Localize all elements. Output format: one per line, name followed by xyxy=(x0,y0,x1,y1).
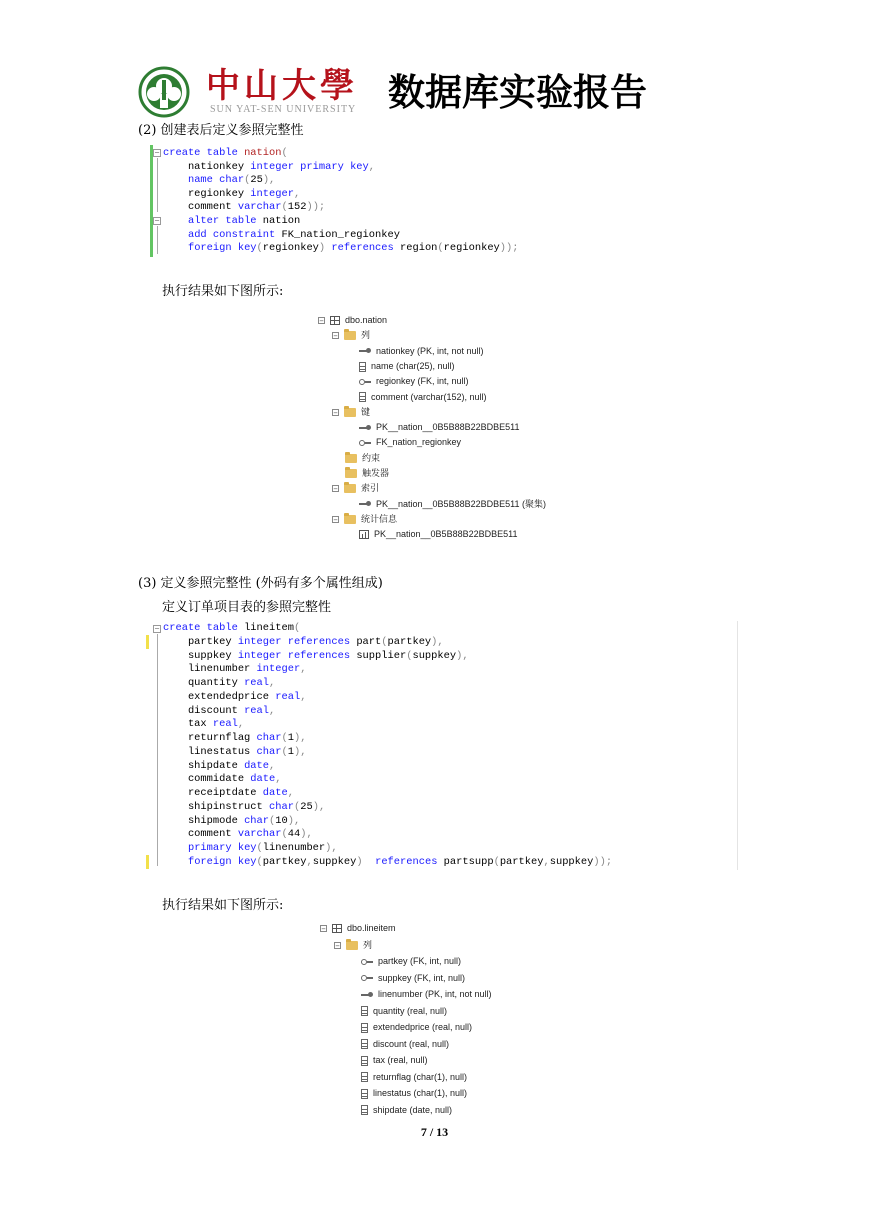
code-token: 44 xyxy=(287,828,301,841)
tree-node-label: dbo.lineitem xyxy=(347,923,396,933)
code-token: ), xyxy=(293,732,307,744)
code-token: ), xyxy=(262,174,276,187)
collapse-toggle[interactable]: − xyxy=(154,216,160,225)
page-number: 7 / 13 xyxy=(420,1125,449,1139)
code-token: )); xyxy=(593,855,613,868)
tree-node[interactable] xyxy=(361,971,465,985)
tree-node-label: comment (varchar(152), null) xyxy=(371,391,487,402)
section-subheading-3: 定义订单项目表的参照完整性 xyxy=(162,600,332,615)
tree-node[interactable] xyxy=(332,512,397,526)
code-token: nation xyxy=(244,147,282,159)
code-token: linenumber xyxy=(262,842,326,854)
code-token xyxy=(163,215,188,227)
code-token: ( xyxy=(281,201,288,214)
code-token: integer xyxy=(256,663,301,676)
foreign-key-icon xyxy=(361,958,373,966)
code-token: date xyxy=(262,787,288,799)
column-icon xyxy=(361,1056,368,1066)
tree-node-label: 索引 xyxy=(361,483,380,494)
tree-node[interactable] xyxy=(318,313,387,327)
code-token: ( xyxy=(269,814,276,827)
tree-node[interactable] xyxy=(345,466,389,480)
code-token: 1 xyxy=(287,745,294,758)
code-token: char xyxy=(244,814,270,827)
code-token: )); xyxy=(499,242,519,255)
code-token: discount xyxy=(163,704,245,717)
code-token: 25 xyxy=(250,174,263,187)
tree-node-label: shipdate (date, null) xyxy=(373,1104,453,1115)
result-caption-3: 执行结果如下图所示: xyxy=(162,898,284,913)
tree-node[interactable] xyxy=(359,527,517,541)
code-line xyxy=(163,229,400,243)
object-explorer-tree-lineitem xyxy=(320,921,620,1121)
code-token: ( xyxy=(293,622,301,634)
primary-key-icon xyxy=(359,424,371,432)
code-token: integer xyxy=(250,187,294,200)
university-name-cn: 中山大學 xyxy=(206,66,358,106)
code-line xyxy=(163,718,244,732)
code-token: ), xyxy=(293,745,307,758)
foreign-key-icon xyxy=(359,439,371,447)
code-token: integer references xyxy=(237,649,357,662)
tree-node[interactable] xyxy=(361,1103,452,1117)
tree-node-label: 键 xyxy=(361,406,371,417)
code-token: receiptdate xyxy=(163,787,263,799)
code-token: partkey xyxy=(499,855,544,868)
code-token: date xyxy=(244,759,270,772)
code-token: integer primary key xyxy=(250,160,369,173)
tree-node[interactable] xyxy=(359,497,546,511)
code-token: regionkey xyxy=(443,242,500,255)
code-token xyxy=(163,242,188,254)
folder-icon xyxy=(344,515,356,524)
tree-node-label: PK__nation__0B5B88B22BDBE511 xyxy=(374,529,518,540)
code-token: )); xyxy=(306,201,326,214)
code-line xyxy=(163,828,313,842)
code-token: suppkey xyxy=(312,855,357,868)
code-line xyxy=(163,147,288,161)
column-icon xyxy=(361,1105,368,1115)
code-token: , xyxy=(269,704,276,717)
column-icon xyxy=(361,1039,368,1049)
tree-node-label: returnflag (char(1), null) xyxy=(373,1071,468,1082)
code-token: primary key xyxy=(187,842,257,854)
code-token: add constraint xyxy=(187,228,276,241)
tree-node-label: suppkey (FK, int, null) xyxy=(378,972,466,983)
code-token: ( xyxy=(256,242,263,255)
report-title: 数据库实验报告 xyxy=(388,71,647,114)
primary-key-icon xyxy=(359,500,371,508)
code-token: date xyxy=(250,773,276,786)
folder-icon xyxy=(344,408,356,417)
tree-node[interactable] xyxy=(361,1020,472,1034)
tree-node[interactable] xyxy=(361,1053,428,1067)
code-token: integer references xyxy=(237,635,357,648)
folder-icon xyxy=(345,454,357,463)
code-token: partkey xyxy=(387,635,432,648)
code-line xyxy=(163,622,300,636)
code-token: , xyxy=(543,855,550,868)
statistics-icon xyxy=(359,530,369,539)
code-token: shipmode xyxy=(163,814,245,827)
code-line xyxy=(163,773,282,787)
code-line xyxy=(163,242,519,256)
section-heading-2: (2) 创建表后定义参照完整性 xyxy=(138,123,304,138)
code-token xyxy=(163,842,188,854)
code-line xyxy=(163,801,325,815)
tree-node[interactable] xyxy=(332,328,370,342)
code-token: shipdate xyxy=(163,759,245,772)
university-emblem-icon xyxy=(138,66,190,118)
tree-node-label: 列 xyxy=(363,939,373,950)
code-line xyxy=(163,746,306,760)
code-token: char xyxy=(256,745,282,758)
code-line xyxy=(163,732,306,746)
code-token: , xyxy=(300,690,307,703)
code-block-nation xyxy=(132,145,632,257)
code-token: ( xyxy=(406,649,413,662)
collapse-icon[interactable]: − xyxy=(321,925,326,934)
tree-node[interactable] xyxy=(320,921,396,935)
code-token: 152 xyxy=(287,201,307,214)
code-token: linenumber xyxy=(163,663,257,676)
code-token: ( xyxy=(281,147,288,159)
code-token: comment xyxy=(163,828,238,841)
code-token: returnflag xyxy=(163,732,257,744)
code-token: quantity xyxy=(163,677,245,689)
code-token: ), xyxy=(287,814,301,827)
code-token: ), xyxy=(431,635,444,648)
code-token: ), xyxy=(312,800,326,813)
code-token: foreign key xyxy=(187,242,257,255)
tree-node[interactable] xyxy=(361,1037,449,1051)
object-explorer-tree-nation xyxy=(318,313,618,545)
code-token: ( xyxy=(256,855,263,868)
code-token: alter table xyxy=(187,215,257,227)
code-token: real xyxy=(275,690,301,703)
tree-node-label: regionkey (FK, int, null) xyxy=(376,376,469,387)
code-token: extendedprice xyxy=(163,690,276,703)
collapse-icon[interactable]: − xyxy=(319,317,324,326)
code-token: , xyxy=(306,855,313,868)
tree-node-label: name (char(25), null) xyxy=(371,360,455,371)
tree-node[interactable] xyxy=(359,420,519,434)
code-token: ( xyxy=(244,174,251,187)
code-token: partkey xyxy=(262,855,307,868)
code-token: nationkey xyxy=(163,160,251,173)
tree-node-label: tax (real, null) xyxy=(373,1055,428,1065)
code-token: references xyxy=(375,855,438,868)
code-token: ( xyxy=(256,842,263,854)
tree-node[interactable] xyxy=(359,435,461,449)
folder-icon xyxy=(344,484,356,493)
code-gutter xyxy=(132,145,162,257)
tree-node-label: 列 xyxy=(361,330,371,341)
code-token: char xyxy=(256,732,282,744)
code-token: , xyxy=(287,787,294,799)
code-token: nation xyxy=(256,215,301,227)
code-token: linestatus xyxy=(163,745,257,758)
code-line xyxy=(163,161,375,175)
collapse-icon[interactable]: − xyxy=(333,485,338,494)
collapse-toggle[interactable]: − xyxy=(154,148,160,157)
tree-node-label: 约束 xyxy=(362,452,381,463)
code-token: regionkey xyxy=(262,242,319,255)
code-token: 10 xyxy=(275,814,288,827)
folder-icon xyxy=(344,331,356,340)
column-icon xyxy=(361,1023,368,1033)
tree-node-label: 触发器 xyxy=(362,468,390,478)
code-token: references xyxy=(331,242,394,255)
code-token: part xyxy=(356,635,382,648)
code-token: real xyxy=(244,704,270,717)
code-token: , xyxy=(237,718,245,731)
code-token: , xyxy=(269,759,276,772)
tree-node-label: dbo.nation xyxy=(345,315,388,325)
code-token: char xyxy=(269,800,294,813)
column-icon xyxy=(359,362,366,372)
code-token: ( xyxy=(437,242,444,255)
collapse-icon[interactable]: − xyxy=(333,516,338,525)
code-line xyxy=(163,215,300,229)
code-token: ( xyxy=(281,828,288,841)
tree-node[interactable] xyxy=(359,344,484,358)
collapse-toggle[interactable]: − xyxy=(154,624,160,633)
code-token: ) xyxy=(356,855,376,868)
code-token: varchar xyxy=(237,828,282,841)
code-token: ), xyxy=(325,842,338,854)
code-token: partsupp xyxy=(437,855,494,868)
column-icon xyxy=(361,1072,368,1082)
tree-node[interactable] xyxy=(359,359,455,373)
code-line xyxy=(163,760,275,774)
code-token: , xyxy=(269,677,276,689)
folder-icon xyxy=(346,941,358,950)
tree-node[interactable] xyxy=(359,390,487,404)
code-line xyxy=(163,663,306,677)
code-token: ), xyxy=(456,649,469,662)
collapse-icon[interactable]: − xyxy=(335,941,340,950)
code-line xyxy=(163,636,444,650)
code-token: , xyxy=(368,160,376,173)
code-line xyxy=(163,691,306,705)
code-token: ( xyxy=(281,732,288,744)
code-line xyxy=(163,705,275,719)
table-icon xyxy=(332,924,342,933)
code-token: ( xyxy=(493,855,500,868)
code-token: varchar xyxy=(237,201,282,214)
code-token: foreign key xyxy=(187,855,257,868)
tree-node[interactable] xyxy=(361,1070,467,1084)
code-token: , xyxy=(293,187,301,200)
tree-node[interactable] xyxy=(334,938,372,952)
tree-node-label: discount (real, null) xyxy=(373,1038,450,1049)
primary-key-icon xyxy=(361,991,373,999)
foreign-key-icon xyxy=(359,378,371,386)
primary-key-icon xyxy=(359,347,371,355)
code-token: comment xyxy=(163,201,238,214)
tree-node[interactable] xyxy=(332,405,370,419)
tree-node-label: linestatus (char(1), null) xyxy=(373,1088,468,1098)
tree-node-label: PK__nation__0B5B88B22BDBE511 xyxy=(376,422,520,433)
code-line xyxy=(163,650,469,664)
column-icon xyxy=(361,1006,368,1016)
code-token: suppkey xyxy=(163,649,238,662)
code-line xyxy=(163,174,275,188)
result-caption-2: 执行结果如下图所示: xyxy=(162,284,284,299)
section-heading-3: (3) 定义参照完整性 (外码有多个属性组成) xyxy=(138,576,383,591)
code-token: real xyxy=(212,718,238,731)
tree-node[interactable] xyxy=(361,1004,447,1018)
code-token: supplier xyxy=(356,649,407,662)
code-token: suppkey xyxy=(412,649,457,662)
code-line xyxy=(163,188,300,202)
code-token: shipinstruct xyxy=(163,800,270,813)
code-token: 1 xyxy=(287,732,294,744)
tree-node[interactable] xyxy=(345,451,380,465)
code-token: commidate xyxy=(163,773,251,786)
code-token: , xyxy=(275,773,282,786)
tree-node-label: linenumber (PK, int, not null) xyxy=(378,989,492,999)
tree-node-label: quantity (real, null) xyxy=(373,1005,448,1016)
code-line xyxy=(163,787,294,801)
code-token: regionkey xyxy=(163,187,251,200)
code-token: ( xyxy=(381,635,388,648)
collapse-icon[interactable]: − xyxy=(333,332,338,341)
collapse-icon[interactable]: − xyxy=(333,408,338,417)
code-token: region xyxy=(393,242,438,255)
code-token xyxy=(163,174,188,186)
code-block-lineitem xyxy=(132,621,738,870)
table-icon xyxy=(330,316,340,325)
code-token xyxy=(163,856,188,868)
code-token: tax xyxy=(163,718,213,731)
code-token: real xyxy=(244,677,270,689)
code-token: ( xyxy=(281,745,288,758)
tree-node[interactable] xyxy=(361,987,492,1001)
foreign-key-icon xyxy=(361,974,373,982)
university-name-en: SUN YAT-SEN UNIVERSITY xyxy=(210,104,357,115)
tree-node[interactable] xyxy=(361,954,461,968)
code-line xyxy=(163,842,338,856)
column-icon xyxy=(361,1089,368,1099)
code-token: , xyxy=(300,663,307,676)
tree-node-label: extendedprice (real, null) xyxy=(373,1022,473,1032)
folder-icon xyxy=(345,469,357,478)
code-token: create table xyxy=(163,147,245,159)
column-icon xyxy=(359,392,366,402)
code-token: ) xyxy=(318,242,332,255)
code-token xyxy=(163,229,188,241)
code-line xyxy=(163,201,325,215)
tree-node[interactable] xyxy=(361,1086,467,1100)
tree-node-label: PK__nation__0B5B88B22BDBE511 (聚集) xyxy=(376,498,546,509)
code-gutter xyxy=(132,621,162,870)
code-token: name char xyxy=(187,174,245,187)
tree-node-label: partkey (FK, int, null) xyxy=(378,956,462,966)
code-token: 25 xyxy=(300,800,313,813)
code-line xyxy=(163,677,275,691)
code-token: FK_nation_regionkey xyxy=(275,228,400,241)
code-line xyxy=(163,815,300,829)
code-token: partkey xyxy=(163,635,238,648)
tree-node-label: 统计信息 xyxy=(361,513,398,524)
tree-node-label: nationkey (PK, int, not null) xyxy=(376,345,484,356)
code-token: ), xyxy=(300,828,313,841)
code-token: create table xyxy=(163,622,245,634)
code-line xyxy=(163,856,612,870)
tree-node[interactable] xyxy=(359,374,469,388)
code-token: suppkey xyxy=(549,855,594,868)
tree-node-label: FK_nation_regionkey xyxy=(376,437,462,448)
code-token: lineitem xyxy=(244,622,294,634)
code-token: ( xyxy=(293,800,301,813)
tree-node[interactable] xyxy=(332,481,379,495)
